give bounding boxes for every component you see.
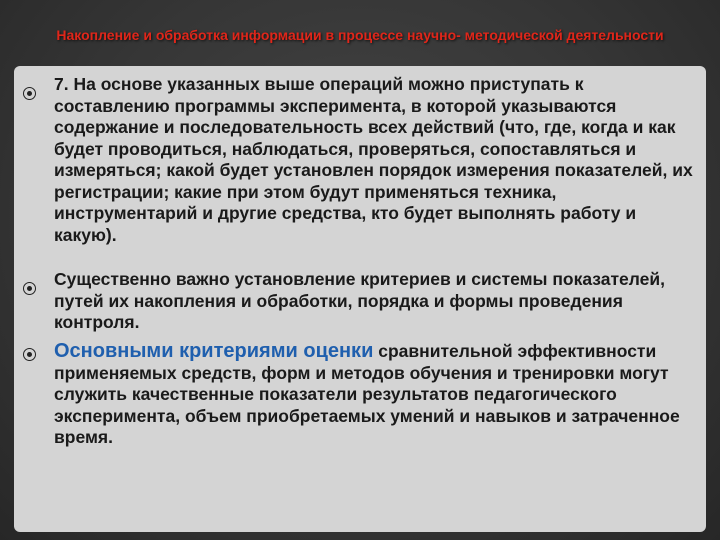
slide-title: Накопление и обработка информации в процессе научно- методической деятельности [56,27,664,43]
circle-bullet-icon [23,87,36,100]
circle-bullet-icon [23,348,36,361]
bullet-text-rest: сравнительной эффективности применяемых средств, форм и методов обучения и тренировки могут служить качественные показатели результатов педагогического эксперимента, объем приобретаемых умений и навыков и затраченное время. [54,341,680,447]
bullet-text [54,341,702,449]
content-panel [14,66,706,532]
bullet-text: Существенно важно установление критериев и системы показателей, путей их накопления и обработки, порядка и формы проведения контроля. [54,269,666,332]
bullet-highlight: Основными критериями оценки [54,340,374,362]
circle-bullet-icon [23,282,36,295]
bullet-text: 7. На основе указанных выше операций можно приступать к составлению программы эксперимента, в которой указываются содержание и последовательность всех действий (что, где, когда и как будет проводиться, наблюдаться, проверяться, сопоставляться и измеряться; какой будет установлен порядок измерения показателей, их регистрации; какие при этом будут применяться техника, инструментарий и другие средства, кто будет выполнять работу и какую). [54,74,693,245]
